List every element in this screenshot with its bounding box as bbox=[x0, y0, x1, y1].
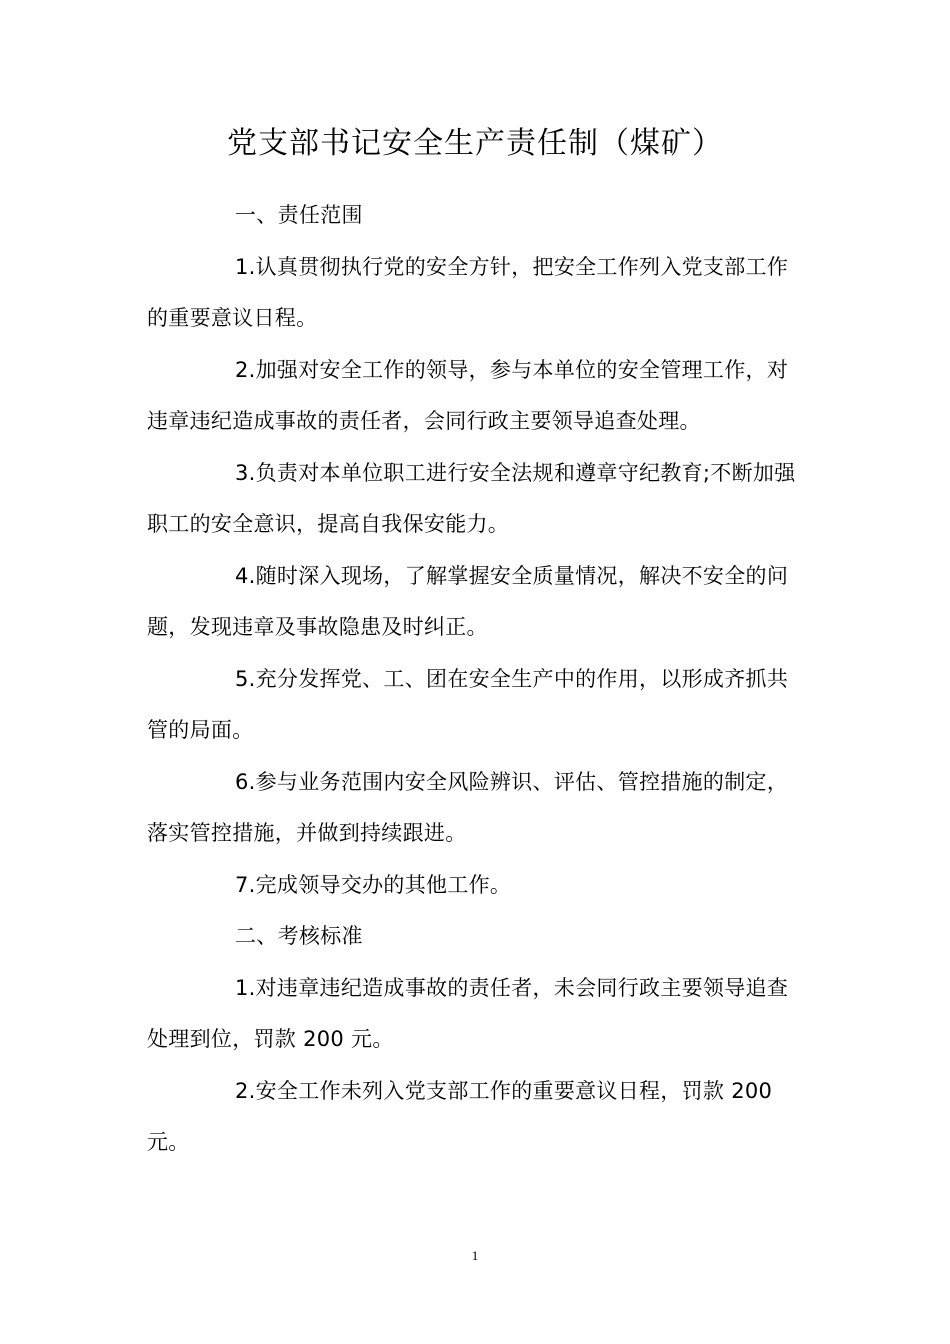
paragraph-scope-3: 3.负责对本单位职工进行安全法规和遵章守纪教育;不断加强职工的安全意识，提高自我保安能力。 bbox=[147, 460, 796, 536]
paragraph-scope-2: 2.加强对安全工作的领导，参与本单位的安全管理工作，对违章违纪造成事故的责任者，会同行政主要领导追查处理。 bbox=[147, 357, 789, 433]
paragraph-scope-1: 1.认真贯彻执行党的安全方针，把安全工作列入党支部工作的重要意议日程。 bbox=[147, 254, 789, 330]
paragraph-scope-5: 5.充分发挥党、工、团在安全生产中的作用，以形成齐抓共管的局面。 bbox=[147, 666, 789, 742]
paragraph-scope-7: 7.完成领导交办的其他工作。 bbox=[235, 872, 512, 897]
section-heading-responsibility-scope: 一、责任范围 bbox=[235, 203, 363, 227]
document-body bbox=[147, 190, 807, 1169]
paragraph-scope-4: 4.随时深入现场，了解掌握安全质量情况，解决不安全的问题，发现违章及事故隐患及时纠正。 bbox=[147, 563, 789, 639]
paragraph-assessment-1: 1.对违章违纪造成事故的责任者，未会同行政主要领导追查处理到位，罚款 200 元。 bbox=[147, 975, 789, 1051]
document-title: 党支部书记安全生产责任制（煤矿） bbox=[227, 126, 723, 161]
page-number: 1 bbox=[471, 1248, 479, 1263]
paragraph-assessment-2: 2.安全工作未列入党支部工作的重要意议日程，罚款 200 元。 bbox=[147, 1078, 773, 1154]
section-heading-assessment-criteria: 二、考核标准 bbox=[235, 924, 363, 948]
paragraph-scope-6: 6.参与业务范围内安全风险辨识、评估、管控措施的制定，落实管控措施，并做到持续跟进。 bbox=[147, 769, 789, 845]
